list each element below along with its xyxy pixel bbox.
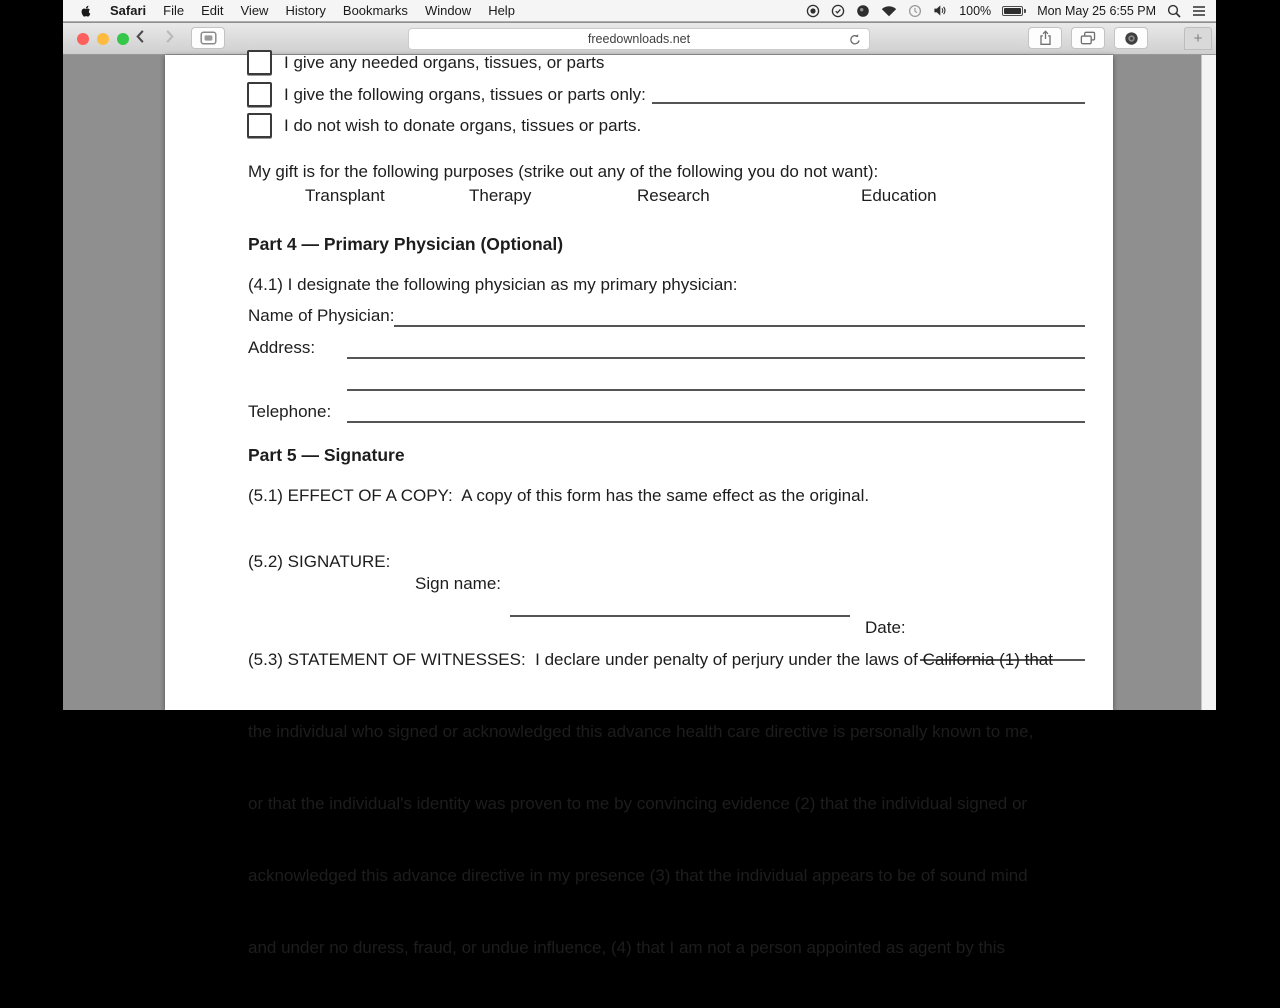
menu-item-safari[interactable]: Safari [110, 3, 147, 18]
physician-address-label-spacer [248, 369, 347, 391]
signature-row [165, 529, 1113, 637]
checkbox-any-organs[interactable] [247, 50, 272, 75]
menu-bar-status-area [806, 4, 1216, 18]
organs-list-blank-line[interactable] [652, 86, 1085, 104]
witness-line: (5.3) STATEMENT OF WITNESSES: I declare under penalty of perjury under the laws of California (1) that [248, 650, 1053, 669]
menu-item-file[interactable]: File [163, 3, 185, 18]
menu-item-window[interactable]: Window [424, 3, 472, 18]
witness-line: the individual who signed or acknowledged this advance health care directive is personally known to me, [248, 722, 1034, 741]
spotlight-search-icon[interactable] [1167, 4, 1181, 18]
minimize-window-button[interactable] [97, 33, 109, 45]
date-label: Date: [865, 618, 906, 637]
part4-heading: Part 4 — Primary Physician (Optional) [248, 234, 564, 254]
address-bar-url: freedownloads.net [587, 32, 691, 46]
purpose-research: Research [637, 186, 710, 205]
witness-line: acknowledged this advance directive in my presence (3) that the individual appears to be of sound mind [248, 866, 1028, 885]
physician-telephone-label: Telephone: [248, 402, 332, 421]
part4-intro: (4.1) I designate the following physician as my primary physician: [248, 275, 738, 294]
screen-record-icon[interactable] [806, 4, 820, 18]
clock-check-icon[interactable] [831, 4, 845, 18]
extension-icon [1124, 31, 1139, 46]
navigation-buttons [133, 27, 177, 51]
witness-statement [248, 600, 1096, 1008]
purpose-transplant: Transplant [305, 186, 385, 205]
time-machine-icon[interactable] [908, 4, 922, 18]
menu-item-edit[interactable]: Edit [201, 3, 224, 18]
checkbox-label: I do not wish to donate organs, tissues or parts. [284, 115, 642, 135]
purpose-therapy: Therapy [469, 186, 532, 205]
extension-button[interactable] [1114, 27, 1148, 49]
reload-button[interactable] [848, 33, 862, 50]
forward-button[interactable] [162, 27, 177, 51]
toolbar-right-buttons [1028, 27, 1148, 49]
address-bar[interactable] [408, 28, 870, 50]
checkbox-no-donation[interactable] [247, 113, 272, 138]
pdf-form-page [165, 52, 1113, 957]
macos-screen [63, 0, 1216, 957]
tab-overview-icon [1080, 31, 1096, 45]
menu-item-history[interactable]: History [285, 3, 326, 18]
new-tab-button[interactable]: + [1184, 27, 1212, 50]
witness-line: or that the individual's identity was proven to me by convincing evidence (2) that the individual signed or [248, 794, 1028, 813]
physician-address-row-2 [248, 369, 1085, 391]
back-button[interactable] [133, 27, 148, 51]
input-source-icon[interactable] [856, 4, 870, 18]
wifi-icon[interactable] [881, 5, 897, 17]
sign-name-label: Sign name: [415, 574, 501, 593]
scrollbar-track[interactable] [1201, 55, 1216, 710]
menu-item-help[interactable]: Help [488, 3, 515, 18]
menu-bar [63, 0, 1216, 22]
checkbox-row-following-organs [247, 82, 1085, 107]
notification-center-icon[interactable] [1192, 5, 1206, 17]
zoom-window-button[interactable] [117, 33, 129, 45]
window-controls [77, 33, 129, 45]
gift-purpose-intro: My gift is for the following purposes (strike out any of the following you do not want): [248, 162, 879, 181]
menu-item-bookmarks[interactable]: Bookmarks [342, 3, 408, 18]
apple-menu-icon[interactable] [79, 4, 93, 18]
physician-address-blank-2[interactable] [347, 369, 1085, 391]
sidebar-icon [200, 31, 217, 45]
battery-icon[interactable] [1002, 6, 1026, 16]
menu-bar-left [63, 3, 515, 18]
checkbox-label: I give the following organs, tissues or parts only: [284, 84, 646, 104]
physician-name-row [248, 305, 1085, 327]
physician-name-label: Name of Physician: [248, 306, 395, 325]
tab-overview-button[interactable] [1071, 27, 1105, 49]
menu-bar-clock[interactable]: Mon May 25 6:55 PM [1037, 3, 1156, 18]
checkbox-row-no-donation [247, 113, 1085, 138]
physician-address-row [248, 337, 1085, 359]
checkbox-following-organs[interactable] [247, 82, 272, 107]
physician-telephone-blank[interactable] [347, 401, 1085, 423]
menu-item-view[interactable]: View [240, 3, 269, 18]
physician-address-label: Address: [248, 338, 316, 357]
volume-icon[interactable] [933, 4, 948, 17]
purpose-education: Education [861, 186, 937, 205]
share-icon [1038, 30, 1053, 46]
browser-viewport [63, 52, 1216, 957]
sidebar-button[interactable] [191, 27, 225, 49]
witness-line: and under no duress, fraud, or undue influence, (4) that I am not a person appointed as agent by this [248, 938, 1005, 957]
part5-heading: Part 5 — Signature [248, 445, 405, 465]
close-window-button[interactable] [77, 33, 89, 45]
battery-percentage: 100% [959, 3, 992, 18]
physician-telephone-row [248, 401, 1085, 423]
checkbox-label: I give any needed organs, tissues, or parts [284, 52, 605, 72]
physician-address-blank[interactable] [347, 337, 1085, 359]
effect-of-copy-line: (5.1) EFFECT OF A COPY: A copy of this form has the same effect as the original. [248, 486, 870, 505]
checkbox-row-any-organs [247, 50, 1085, 75]
signature-label: (5.2) SIGNATURE: [248, 552, 391, 571]
physician-name-blank[interactable] [394, 305, 1085, 327]
share-button[interactable] [1028, 27, 1062, 49]
